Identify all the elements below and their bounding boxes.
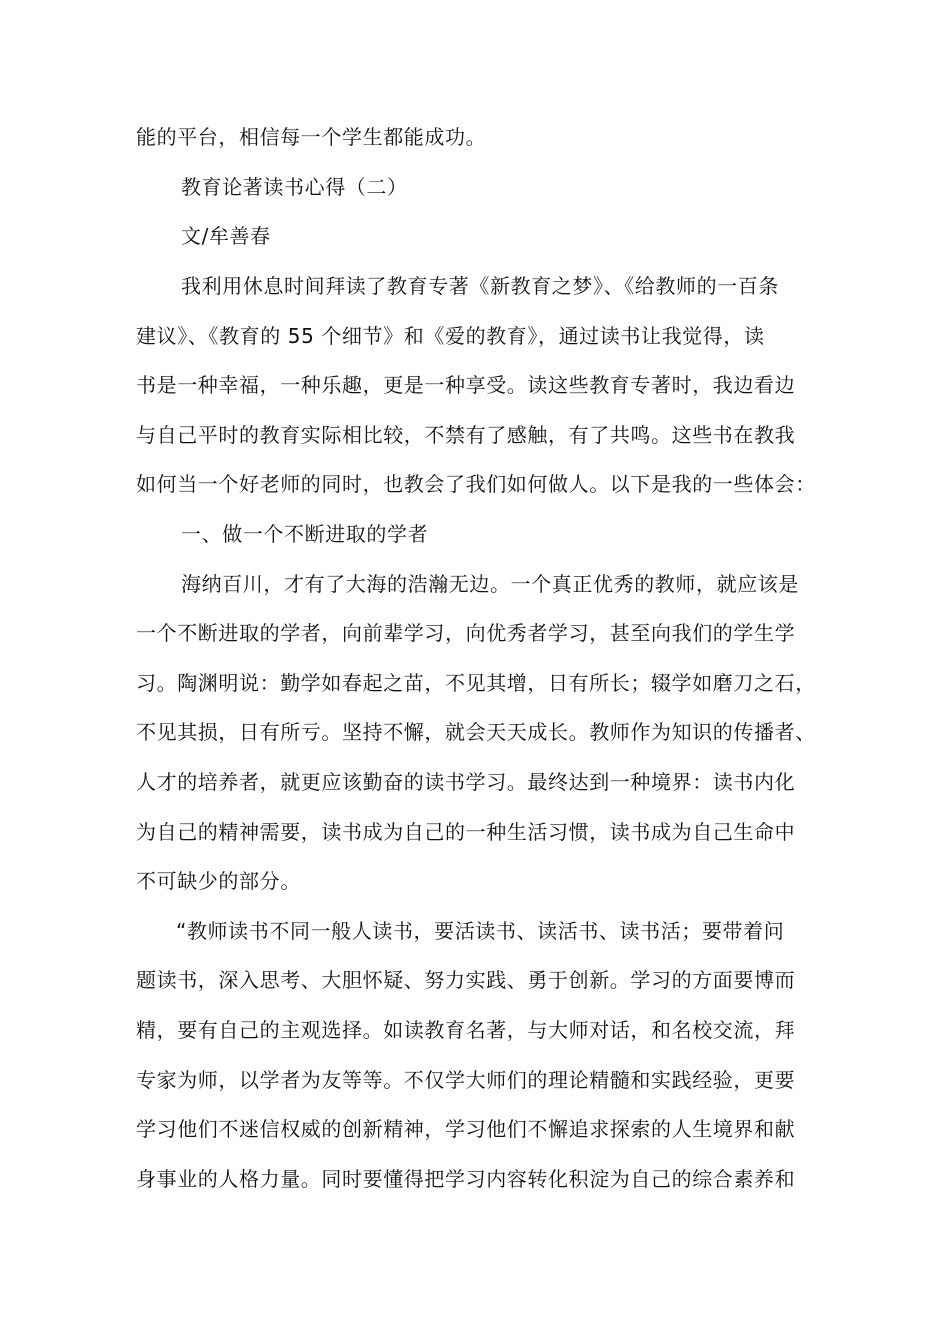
text-line: 学习他们不迷信权威的创新精神，学习他们不懈追求探索的人生境界和献 (136, 1117, 796, 1141)
text-line: 不见其损，日有所亏。坚持不懈，就会天天成长。教师作为知识的传播者、 (136, 720, 816, 744)
text-line: 如何当一个好老师的同时，也教会了我们如何做人。以下是我的一些体会： (136, 472, 816, 496)
text-line: 能的平台，相信每一个学生都能成功。 (136, 125, 487, 149)
text-line: 为自己的精神需要，读书成为自己的一种生活习惯，读书成为自己生命中 (136, 820, 796, 844)
text-line: 不可缺少的部分。 (136, 869, 301, 893)
text-line: 题读书，深入思考、大胆怀疑、努力实践、勇于创新。学习的方面要博而 (136, 968, 796, 992)
text-line: 一个不断进取的学者，向前辈学习，向优秀者学习，甚至向我们的学生学 (136, 621, 796, 645)
subheading: 一、做一个不断进取的学者 (181, 522, 429, 546)
author-line: 文/牟善春 (181, 224, 271, 248)
text-line: 海纳百川，才有了大海的浩瀚无边。一个真正优秀的教师，就应该是 (181, 572, 799, 596)
text-line: 专家为师，以学者为友等等。不仅学大师们的理论精髓和实践经验，更要 (136, 1068, 796, 1092)
text-line: 与自己平时的教育实际相比较，不禁有了感触，有了共鸣。这些书在教我 (136, 423, 796, 447)
section-title: 教育论著读书心得（二） (181, 175, 408, 199)
text-line: 身事业的人格力量。同时要懂得把学习内容转化积淀为自己的综合素养和 (136, 1167, 796, 1191)
text-line: “教师读书不同一般人读书，要活读书、读活书、读书活；要带着问 (176, 919, 785, 943)
text-line: 精，要有自己的主观选择。如读教育名著，与大师对话，和名校交流，拜 (136, 1018, 796, 1042)
text-line: 我利用休息时间拜读了教育专著《新教育之梦》、《给教师的一百条 (181, 274, 779, 298)
text-line: 建议》、《教育的 55 个细节》和《爱的教育》，通过读书让我觉得，读 (136, 324, 765, 348)
text-line: 书是一种幸福，一种乐趣，更是一种享受。读这些教育专著时，我边看边 (136, 373, 796, 397)
text-line: 习。陶渊明说：勤学如春起之苗，不见其增，日有所长；辍学如磨刀之石， (136, 671, 816, 695)
text-line: 人才的培养者，就更应该勤奋的读书学习。最终达到一种境界：读书内化 (136, 770, 796, 794)
